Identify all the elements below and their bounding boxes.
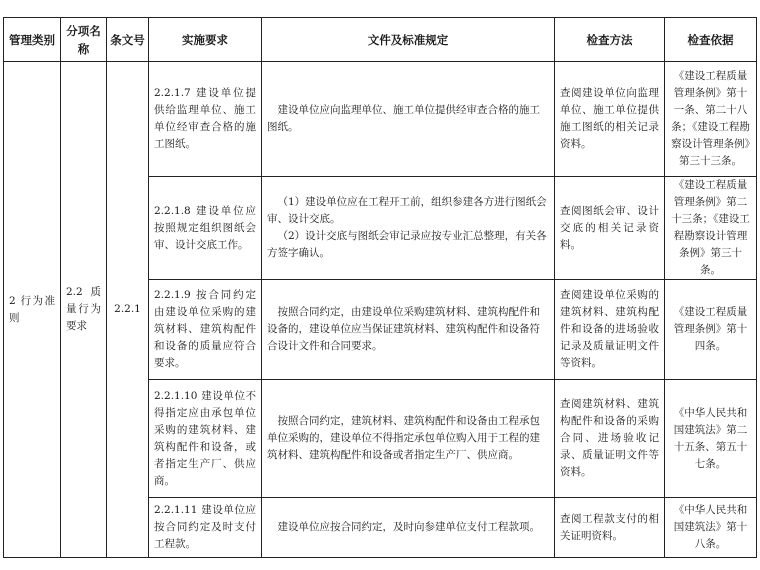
standards-paragraph: （1）建设单位应在工程开工前，组织参建各方进行图纸会审、设计交底。 bbox=[267, 196, 547, 225]
header-method: 检查方法 bbox=[555, 18, 665, 62]
standards-paragraph: （2）设计交底与图纸会审记录应按专业汇总整理，有关各方签字确认。 bbox=[267, 230, 547, 259]
inspection-standards-table bbox=[3, 17, 757, 558]
header-row bbox=[4, 18, 757, 62]
header-clause-no: 条文号 bbox=[107, 18, 149, 62]
method-cell: 查阅建设单位向监理单位、施工单位提供施工图纸的相关记录资料。 bbox=[555, 62, 665, 177]
standards-cell bbox=[262, 498, 555, 558]
basis-cell: 《建设工程质量管理条例》第十四条。 bbox=[665, 280, 757, 380]
standards-paragraph: 建设单位应按合同约定，及时向参建单位支付工程款项。 bbox=[277, 521, 540, 533]
header-basis: 检查依据 bbox=[665, 18, 757, 62]
requirement-cell: 2.2.1.7 建设单位提供给监理单位、施工单位经审查合格的施工图纸。 bbox=[149, 62, 262, 177]
item-name-cell: 2.2 质量行为要求 bbox=[61, 62, 107, 558]
method-cell: 查阅图纸会审、设计交底的相关记录资料。 bbox=[555, 177, 665, 280]
requirement-cell: 2.2.1.9 按合同约定由建设单位采购的建筑材料、建筑构配件和设备的质量应符合要求。 bbox=[149, 280, 262, 380]
basis-cell: 《中华人民共和国建筑法》第十八条。 bbox=[665, 498, 757, 558]
standards-cell bbox=[262, 62, 555, 177]
method-cell: 查阅工程款支付的相关证明资料。 bbox=[555, 498, 665, 558]
standards-cell bbox=[262, 177, 555, 280]
standards-cell bbox=[262, 280, 555, 380]
basis-cell: 《建设工程质量管理条例》第十一条、第二十八条；《建设工程勘察设计管理条例》第三十三条。 bbox=[665, 62, 757, 177]
requirement-cell: 2.2.1.11 建设单位应按合同约定及时支付工程款。 bbox=[149, 498, 262, 558]
requirement-cell: 2.2.1.8 建设单位应按照规定组织图纸会审、设计交底工作。 bbox=[149, 177, 262, 280]
category-cell: 2 行为准则 bbox=[4, 62, 61, 558]
standards-paragraph: 按照合同约定，由建设单位采购建筑材料、建筑构配件和设备的，建设单位应当保证建筑材料、建筑构配件和设备符合设计文件和合同要求。 bbox=[267, 306, 540, 352]
standards-paragraph: 建设单位应向监理单位、施工单位提供经审查合格的施工图纸。 bbox=[267, 104, 540, 133]
header-standards: 文件及标准规定 bbox=[262, 18, 555, 62]
header-item-name: 分项名称 bbox=[61, 18, 107, 62]
header-category: 管理类别 bbox=[4, 18, 61, 62]
requirement-cell: 2.2.1.10 建设单位不得指定应由承包单位采购的建筑材料、建筑构配件和设备，或者指定生产厂、供应商。 bbox=[149, 380, 262, 498]
method-cell: 查阅建筑材料、建筑构配件和设备的采购合同、进场验收记录、质量证明文件等资料。 bbox=[555, 380, 665, 498]
table-row bbox=[4, 62, 757, 177]
standards-cell bbox=[262, 380, 555, 498]
basis-cell: 《中华人民共和国建筑法》第二十五条、第五十七条。 bbox=[665, 380, 757, 498]
clause-no-cell: 2.2.1 bbox=[107, 62, 149, 558]
basis-cell: 《建设工程质量管理条例》第二十三条；《建设工程勘察设计管理条例》第三十条。 bbox=[665, 177, 757, 280]
standards-paragraph: 按照合同约定，建筑材料、建筑构配件和设备由工程承包单位采购的，建设单位不得指定承包单位购入用于工程的建筑材料、建筑构配件和设备或者指定生产厂、供应商。 bbox=[267, 415, 540, 461]
header-requirement: 实施要求 bbox=[149, 18, 262, 62]
method-cell: 查阅建设单位采购的建筑材料、建筑构配件和设备的进场验收记录及质量证明文件等资料。 bbox=[555, 280, 665, 380]
